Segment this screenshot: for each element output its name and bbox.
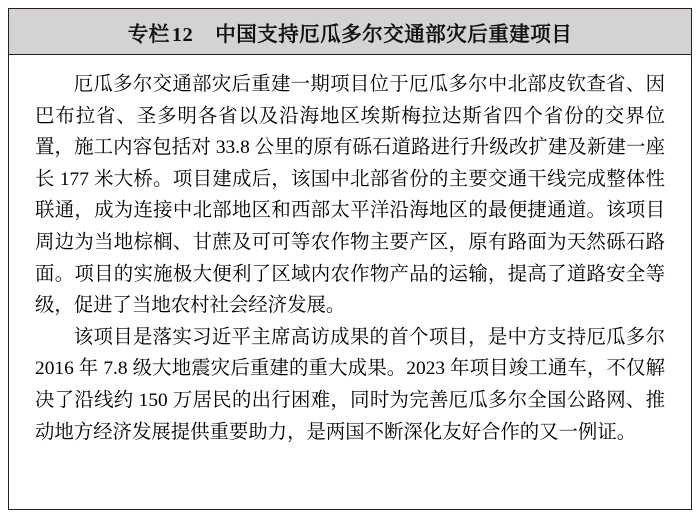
feature-title: 中国支持厄瓜多尔交通部灾后重建项目 [215, 23, 573, 46]
feature-box-header [9, 9, 691, 55]
paragraph-2: 该项目是落实习近平主席高访成果的首个项目，是中方支持厄瓜多尔 2016 年 7.8 级大地震灾后重建的重大成果。2023 年项目竣工通车，不仅解决了沿线约 150 万居民的出行困难，同时为完善厄瓜多尔全国公路网、推动地方经济发展提供重要助力，是两国不断深化友好合作的又一例证。 [35, 326, 665, 443]
feature-number: 12 [171, 23, 194, 46]
feature-label: 专栏 [127, 23, 170, 46]
paragraph-1: 厄瓜多尔交通部灾后重建一期项目位于厄瓜多尔中北部皮钦查省、因巴布拉省、圣多明各省以及沿海地区埃斯梅拉达斯省四个省份的交界位置，施工内容包括对 33.8 公里的原有砾石道路进行升级改扩建及新建一座长 177 米大桥。项目建成后，该国中北部省份的主要交通干线完成整体性联通，成为连接中北部地区和西部太平洋沿海地区的最便捷通道。该项目周边为当地棕榈、甘蔗及可可等农作物主要产区，原有路面为天然砾石路面。项目的实施极大便利了区域内农作物产品的运输，提高了道路安全等级，促进了当地农村社会经济发展。 [35, 74, 665, 317]
feature-box [8, 8, 692, 510]
feature-box-body [9, 55, 691, 448]
page-title [128, 17, 573, 47]
